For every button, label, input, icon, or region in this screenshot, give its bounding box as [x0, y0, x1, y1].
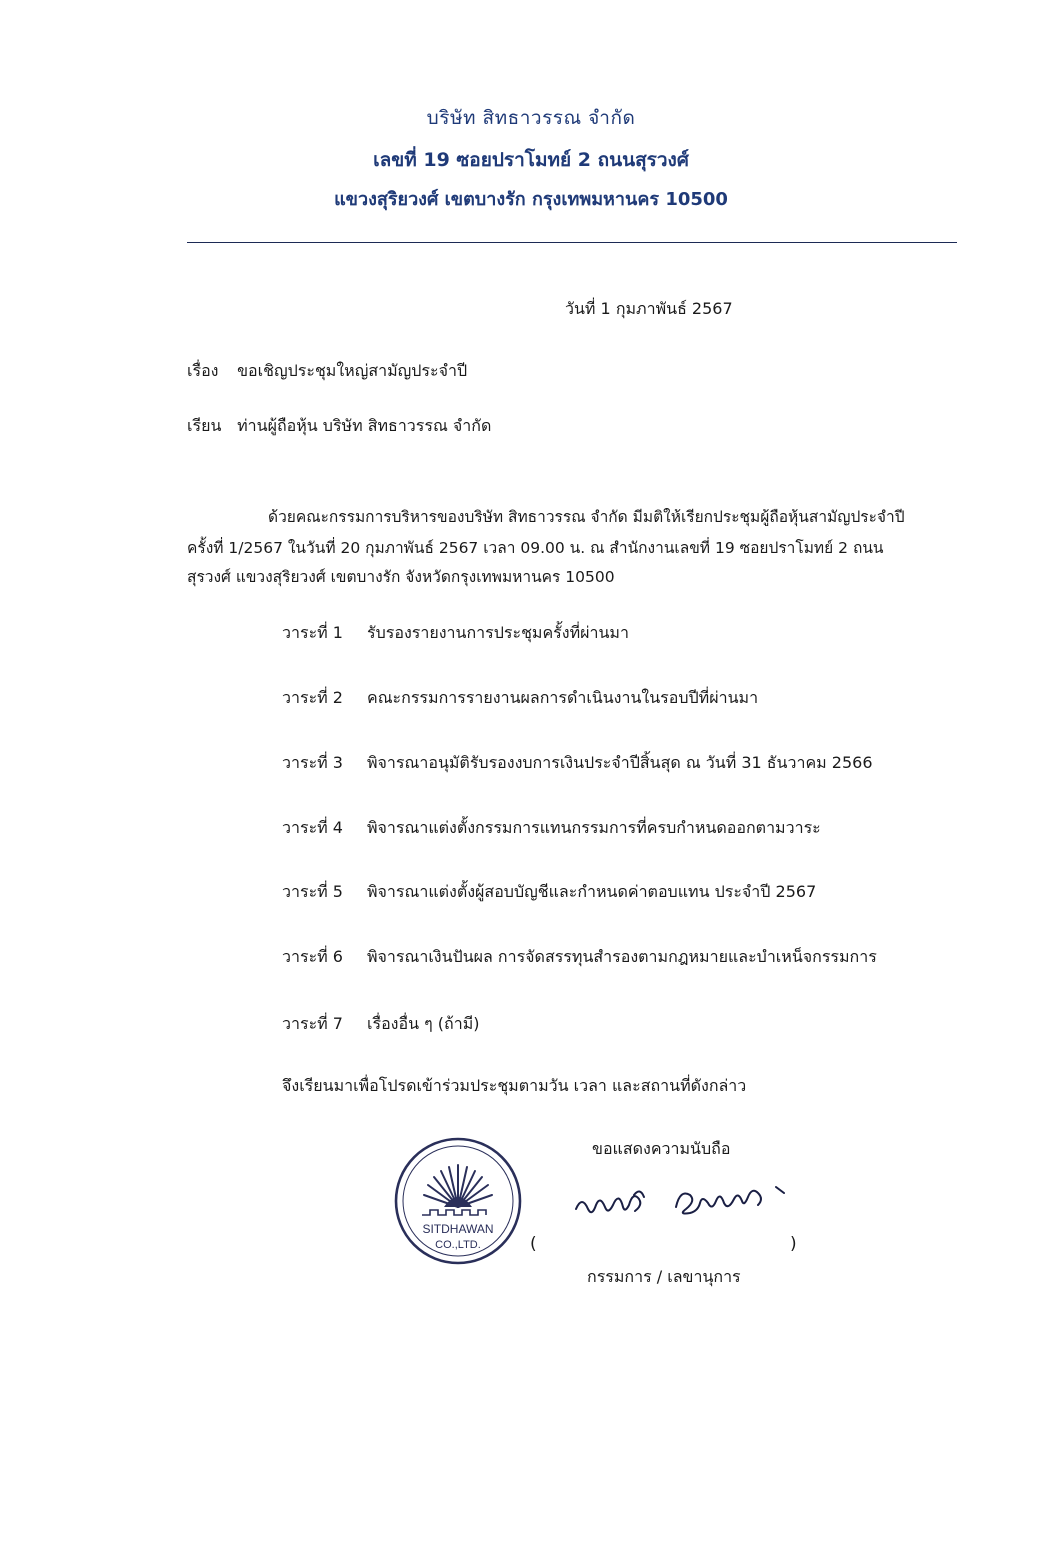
- seal-name: SITDHAWAN: [422, 1222, 494, 1236]
- closing-sentence: จึงเรียนมาเพื่อโปรดเข้าร่วมประชุมตามวัน เวลา และสถานที่ดังกล่าว: [282, 1076, 747, 1095]
- agenda-text: เรื่องอื่น ๆ (ถ้ามี): [367, 1014, 480, 1033]
- subject-text: ขอเชิญประชุมใหญ่สามัญประจำปี: [237, 361, 468, 380]
- agenda-number: วาระที่ 4: [282, 818, 343, 837]
- recipient-line: [187, 414, 491, 439]
- signer-title: กรรมการ / เลขานุการ: [587, 1267, 741, 1286]
- agenda-number: วาระที่ 2: [282, 688, 343, 707]
- agenda-text: พิจารณาอนุมัติรับรองงบการเงินประจำปีสิ้นสุด ณ วันที่ 31 ธันวาคม 2566: [367, 753, 873, 772]
- signer-name-open-paren: (: [530, 1234, 537, 1254]
- regards-text: ขอแสดงความนับถือ: [592, 1139, 731, 1158]
- agenda-item: [282, 751, 972, 781]
- agenda-number: วาระที่ 5: [282, 882, 343, 901]
- address-line-2: แขวงสุริยวงศ์ เขตบางรัก กรุงเทพมหานคร 10500: [334, 189, 728, 210]
- agenda-text: คณะกรรมการรายงานผลการดำเนินงานในรอบปีที่ผ่านมา: [367, 688, 759, 707]
- body-line: ด้วยคณะกรรมการบริหารของบริษัท สิทธาวรรณ จำกัด มีมติให้เรียกประชุมผู้ถือหุ้นสามัญประจำปี: [268, 508, 905, 526]
- address-line-1: เลขที่ 19 ซอยปราโมทย์ 2 ถนนสุรวงศ์: [373, 149, 689, 171]
- agenda-text: พิจารณาเงินปันผล การจัดสรรทุนสำรองตามกฎหมายและบำเหน็จกรรมการ: [367, 947, 877, 966]
- seal-suffix: CO.,LTD.: [435, 1239, 481, 1251]
- agenda-number: วาระที่ 3: [282, 753, 343, 772]
- subject-label: เรื่อง: [187, 361, 219, 380]
- recipient-label: เรียน: [187, 416, 222, 435]
- signer-name-close-paren: ): [790, 1234, 797, 1254]
- agenda-number: วาระที่ 7: [282, 1014, 343, 1033]
- body-line: สุรวงศ์ แขวงสุริยวงศ์ เขตบางรัก จังหวัดกรุงเทพมหานคร 10500: [187, 568, 615, 586]
- body-line: ครั้งที่ 1/2567 ในวันที่ 20 กุมภาพันธ์ 2567 เวลา 09.00 น. ณ สำนักงานเลขที่ 19 ซอยปราโมทย์ 2 ถนน: [187, 539, 884, 557]
- agenda-number: วาระที่ 1: [282, 623, 343, 642]
- agenda-item: [282, 1012, 972, 1042]
- agenda-text: พิจารณาแต่งตั้งกรรมการแทนกรรมการที่ครบกำหนดออกตามวาระ: [367, 818, 821, 837]
- recipient-text: ท่านผู้ถือหุ้น บริษัท สิทธาวรรณ จำกัด: [237, 416, 492, 435]
- agenda-item: [282, 880, 972, 910]
- agenda-item: [282, 816, 972, 846]
- header-divider: [187, 242, 957, 243]
- company-seal: [392, 1135, 524, 1267]
- letter-date: วันที่ 1 กุมภาพันธ์ 2567: [565, 299, 733, 318]
- signature: [572, 1177, 802, 1227]
- company-name: บริษัท สิทธาวรรณ จำกัด: [426, 107, 636, 129]
- agenda-text: พิจารณาแต่งตั้งผู้สอบบัญชีและกำหนดค่าตอบแทน ประจำปี 2567: [367, 882, 817, 901]
- agenda-item: [282, 945, 972, 975]
- agenda-number: วาระที่ 6: [282, 947, 343, 966]
- subject-line: [187, 359, 467, 384]
- agenda-item: [282, 686, 972, 716]
- agenda-item: [282, 621, 972, 651]
- agenda-text: รับรองรายงานการประชุมครั้งที่ผ่านมา: [367, 623, 629, 642]
